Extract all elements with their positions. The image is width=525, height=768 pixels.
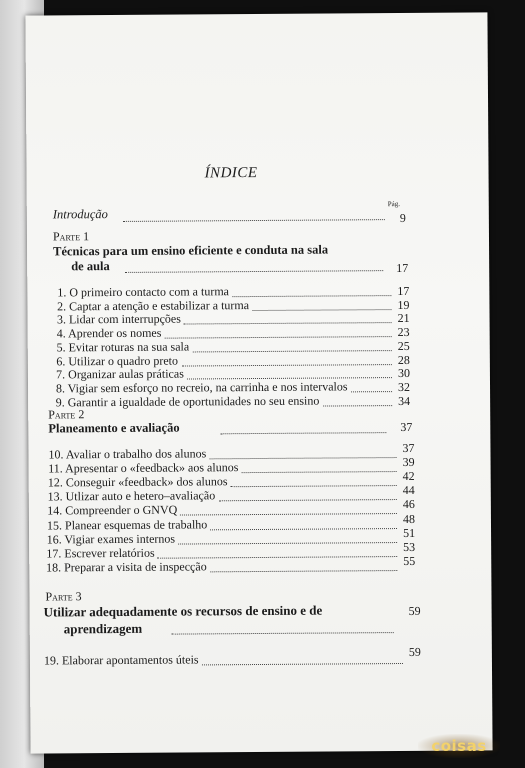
toc-entry-leader-dots xyxy=(241,471,396,473)
toc-entry-title: 7. Organizar aulas práticas xyxy=(56,366,184,382)
part2-label: Parte 2 xyxy=(48,407,85,422)
toc-entry-page: 19 xyxy=(397,297,410,312)
toc-entry-leader-dots xyxy=(165,336,392,339)
toc-entry-title: 19. Elaborar apontamentos úteis xyxy=(43,652,199,668)
toc-entry-title: 8. Vigiar sem esforço no recreio, na carrinha e nos intervalos xyxy=(55,379,348,396)
toc-entry-title: 11. Apresentar o «feedback» aos alunos xyxy=(48,460,239,476)
part3-label: Parte 3 xyxy=(45,589,82,604)
toc-entry-leader-dots xyxy=(202,663,403,665)
toc-entry-page: 34 xyxy=(398,393,411,408)
page-title: ÍNDICE xyxy=(204,165,258,182)
book-page xyxy=(25,12,492,753)
toc-entry-page: 25 xyxy=(397,338,410,353)
part1-title-line2: de aula xyxy=(71,259,110,274)
toc-entry-page: 23 xyxy=(397,325,410,340)
toc-entry-title: 17. Escrever relatórios xyxy=(46,545,155,561)
part1-page: 17 xyxy=(396,260,409,276)
toc-entry-leader-dots xyxy=(252,309,391,311)
toc-entry-page: 53 xyxy=(403,539,416,554)
toc-entry-page: 44 xyxy=(402,483,415,498)
part2-leader-dots xyxy=(220,432,386,434)
toc-entry-leader-dots xyxy=(210,528,397,530)
toc-entry-leader-dots xyxy=(323,405,392,406)
toc-entry-page: 59 xyxy=(408,644,421,659)
toc-entry-title: 10. Avaliar o trabalho dos alunos xyxy=(48,446,207,462)
toc-entry-leader-dots xyxy=(219,499,397,501)
toc-entry-leader-dots xyxy=(193,350,392,352)
part1-label: Parte 1 xyxy=(52,229,90,244)
toc-entry-page: 32 xyxy=(397,379,411,394)
toc-entry-page: 55 xyxy=(403,553,416,568)
toc-entry-title: 4. Aprender os nomes xyxy=(56,325,162,341)
toc-entry-page: 17 xyxy=(397,283,410,299)
toc-entry-title: 18. Preparar a visita de inspecção xyxy=(46,559,207,575)
toc-entry-leader-dots xyxy=(351,391,392,392)
toc-entry-title: 1. O primeiro contacto com a turma xyxy=(57,284,230,300)
toc-entry-leader-dots xyxy=(232,295,391,297)
toc-entry-leader-dots xyxy=(180,513,397,516)
toc-entry-leader-dots xyxy=(231,485,397,487)
toc-entry-page: 48 xyxy=(402,511,415,526)
part2-page: 37 xyxy=(400,419,413,435)
part1-title-line1: Técnicas para um ensino eficiente e conduta na sala xyxy=(53,242,329,259)
toc-entry-title: 15. Planear esquemas de trabalho xyxy=(46,516,208,532)
toc-entry-title: 14. Compreender o GNVQ xyxy=(47,502,178,518)
part3-page: 59 xyxy=(408,603,421,618)
part3-leader-dots xyxy=(172,632,394,635)
toc-entry-leader-dots xyxy=(210,457,397,459)
toc-entry-page: 46 xyxy=(402,497,415,512)
toc-entry-title: 2. Captar a atenção e estabilizar a turma xyxy=(57,297,250,314)
intro-leader-dots xyxy=(123,219,385,222)
toc-entry-leader-dots xyxy=(178,542,397,545)
part3-title-line2: aprendizagem xyxy=(63,620,143,637)
toc-entry-title: 3. Lidar com interrupções xyxy=(56,311,181,327)
toc-entry-title: 6. Utilizar o quadro preto xyxy=(56,353,179,368)
part2-title: Planeamento e avaliação xyxy=(48,420,180,436)
toc-entry-page: 21 xyxy=(397,311,410,326)
toc-entry-leader-dots xyxy=(157,556,397,559)
toc-entry-title: 16. Vigiar exames internos xyxy=(46,531,176,547)
toc-entry-page: 51 xyxy=(402,525,416,540)
part3-title-line1: Utilizar adequadamente os recursos de ensino e de xyxy=(43,602,323,620)
toc-entry-title: 9. Garantir a igualdade de oportunidades no seu ensino xyxy=(55,393,320,410)
toc-entry-leader-dots xyxy=(210,570,397,572)
toc-entry-page: 39 xyxy=(402,455,415,470)
toc-entry-leader-dots xyxy=(181,364,392,366)
intro-entry-label: Introdução xyxy=(52,207,108,222)
toc-entry-page: 37 xyxy=(402,440,415,455)
page-column-label: Pág. xyxy=(387,200,401,209)
watermark-logo: coisas xyxy=(418,734,500,758)
toc-entry-page: 30 xyxy=(397,366,410,381)
part1-leader-dots xyxy=(125,270,383,273)
toc-entry-title: 5. Evitar roturas na sua sala xyxy=(56,339,190,355)
toc-entry-page: 42 xyxy=(402,469,415,484)
toc-entry-title: 12. Conseguir «feedback» dos alunos xyxy=(47,474,228,490)
intro-entry-page: 9 xyxy=(399,210,406,226)
toc-entry-leader-dots xyxy=(184,322,392,324)
toc-entry-page: 28 xyxy=(397,352,410,367)
toc-entry-title: 13. Utlizar auto e hetero–avaliação xyxy=(47,488,216,504)
